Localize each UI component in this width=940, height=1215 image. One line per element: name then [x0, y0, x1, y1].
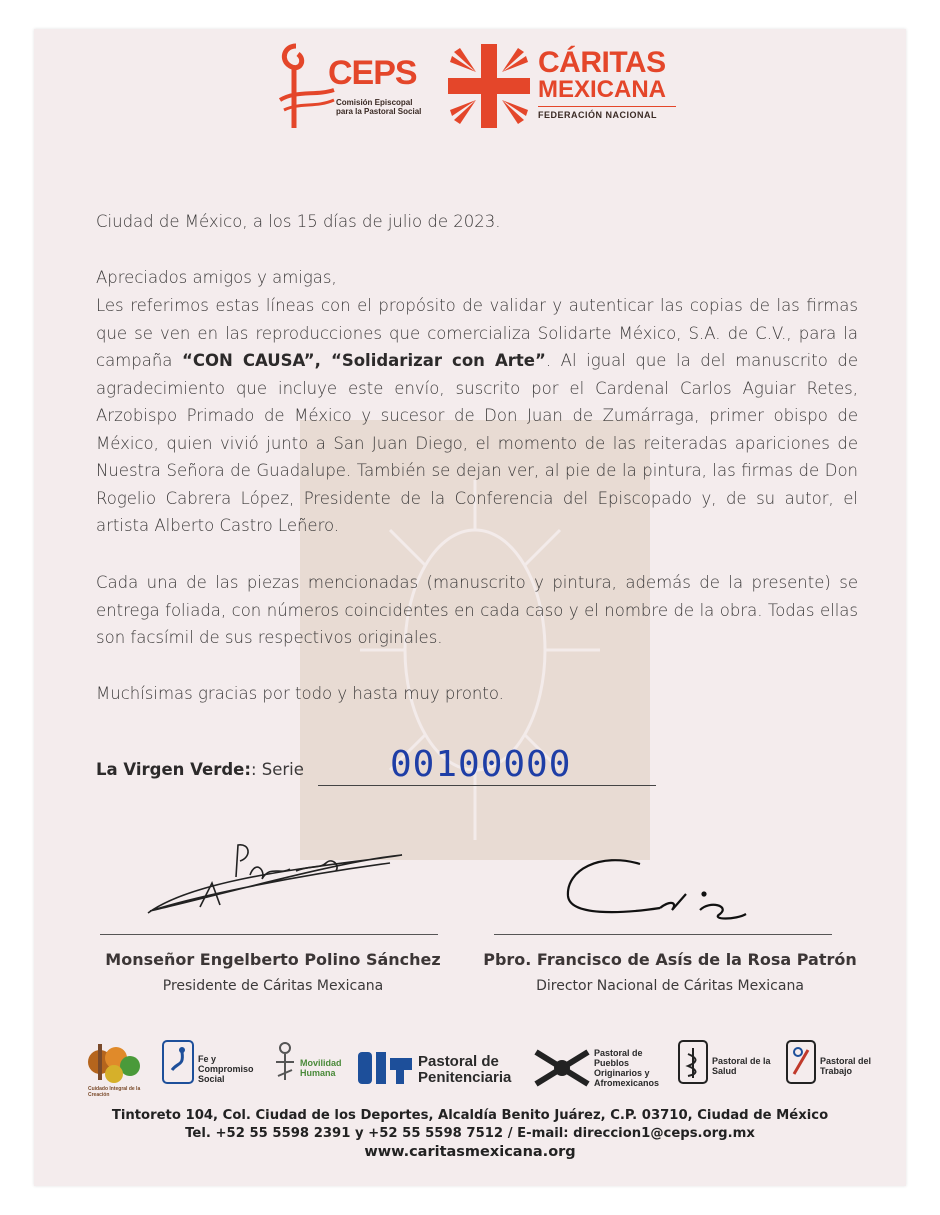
ceps-logo	[276, 40, 426, 132]
paragraph-1-text-a: Les referimos estas líneas con el propósito de validar y autenticar las copias de las firmas que se ven en las reproducciones que comercializa Solidarte México, S.A. de C.V., para la campaña	[96, 296, 858, 370]
caritas-federation: FEDERACIÓN NACIONAL	[538, 110, 657, 120]
closing-line: Muchísimas gracias por todo y hasta muy pronto.	[96, 684, 504, 703]
movilidad-icon	[272, 1040, 298, 1084]
caritas-rule	[538, 106, 676, 107]
signature-left	[140, 835, 410, 925]
caritas-cross-icon	[446, 42, 532, 130]
ceps-wordmark: CEPS	[328, 54, 417, 92]
caritas-title: CÁRITAS	[538, 46, 666, 79]
signature-right	[560, 850, 760, 930]
footer-website[interactable]: www.caritasmexicana.org	[364, 1144, 576, 1160]
logo-trabajo	[786, 1040, 880, 1100]
serie-row	[96, 744, 656, 790]
signature-line-left	[100, 934, 438, 935]
header-logos	[276, 40, 676, 132]
paragraph-1	[96, 292, 858, 540]
signatory-2-name: Pbro. Francisco de Asís de la Rosa Patrón	[483, 950, 857, 969]
signatory-2-role: Director Nacional de Cáritas Mexicana	[536, 978, 804, 994]
paragraph-1-text-b: . Al igual que la del manuscrito de agradecimiento que incluye este envío, suscrito por el Cardenal Carlos Aguiar Retes, Arzobispo Primado de México y sucesor de Don Juan de Zumárraga, primer obispo de México, quien vivió junto a San Juan Diego, el momento de las reiteradas apariciones de Nuestra Señora de Guadalupe. También se dejan ver, al pie de la pintura, las firmas de Don Rogelio Cabrera López, Presidente de la Conferencia del Episcopado y, de su autor, el artista Alberto Castro Leñero.	[96, 351, 859, 535]
logo-movilidad	[272, 1040, 352, 1100]
ceps-cross-icon	[276, 40, 336, 132]
caritas-logo	[446, 40, 686, 132]
campaign-name: “CON CAUSA”, “Solidarizar con Arte”	[182, 351, 546, 370]
serie-underline	[318, 785, 656, 786]
serie-label: : Serie	[250, 760, 304, 779]
greeting: Apreciados amigos y amigas,	[96, 268, 337, 287]
serie-label-bold: La Virgen Verde:	[96, 760, 251, 779]
fe-compromiso-icon	[162, 1040, 194, 1084]
logo-penitenciaria	[356, 1040, 526, 1100]
signature-line-right	[494, 934, 832, 935]
logo-cuidado-creacion	[80, 1040, 150, 1100]
logo-pueblos	[532, 1040, 672, 1100]
pueblos-icon	[532, 1046, 592, 1090]
logo-fe-text: Fe y Compromiso Social	[198, 1054, 254, 1084]
logo-trabajo-text: Pastoral del Trabajo	[820, 1056, 872, 1076]
logo-salud	[678, 1040, 778, 1100]
ceps-subtitle: Comisión Episcopal para la Pastoral Social	[336, 98, 422, 116]
serie-number: 00100000	[390, 744, 572, 785]
paragraph-2: Cada una de las piezas mencionadas (manuscrito y pintura, además de la presente) se entrega foliada, con números coincidentes en cada caso y el nombre de la obra. Todas ellas son facsímil de sus respectivos originales.	[96, 573, 858, 647]
date-line: Ciudad de México, a los 15 días de julio de 2023.	[96, 212, 501, 231]
footer-address: Tintoreto 104, Col. Ciudad de los Deportes, Alcaldía Benito Juárez, C.P. 03710, Ciudad de México	[111, 1108, 829, 1123]
signatory-1-role: Presidente de Cáritas Mexicana	[162, 978, 384, 994]
signatory-1-name: Monseñor Engelberto Polino Sánchez	[105, 950, 441, 969]
logo-movilidad-text: Movilidad Humana	[300, 1058, 342, 1078]
creation-icon	[80, 1040, 146, 1086]
logo-cuidado-text: Cuidado Integral de la Creación	[88, 1086, 141, 1098]
logo-penitenciaria-text: Pastoral de Penitenciaria	[418, 1053, 512, 1086]
caritas-subtitle: MEXICANA	[538, 76, 667, 103]
footer-contact: Tel. +52 55 5598 2391 y +52 55 5598 7512 / E-mail: direccion1@ceps.org.mx	[185, 1126, 755, 1141]
penitenciaria-icon	[356, 1048, 414, 1088]
footer-logos	[80, 1040, 880, 1100]
trabajo-icon	[786, 1040, 816, 1084]
logo-fe-compromiso	[162, 1040, 262, 1100]
logo-pueblos-text: Pastoral de Pueblos Originarios y Afromexicanos	[594, 1048, 660, 1088]
salud-icon	[678, 1040, 708, 1084]
logo-salud-text: Pastoral de la Salud	[712, 1056, 771, 1076]
